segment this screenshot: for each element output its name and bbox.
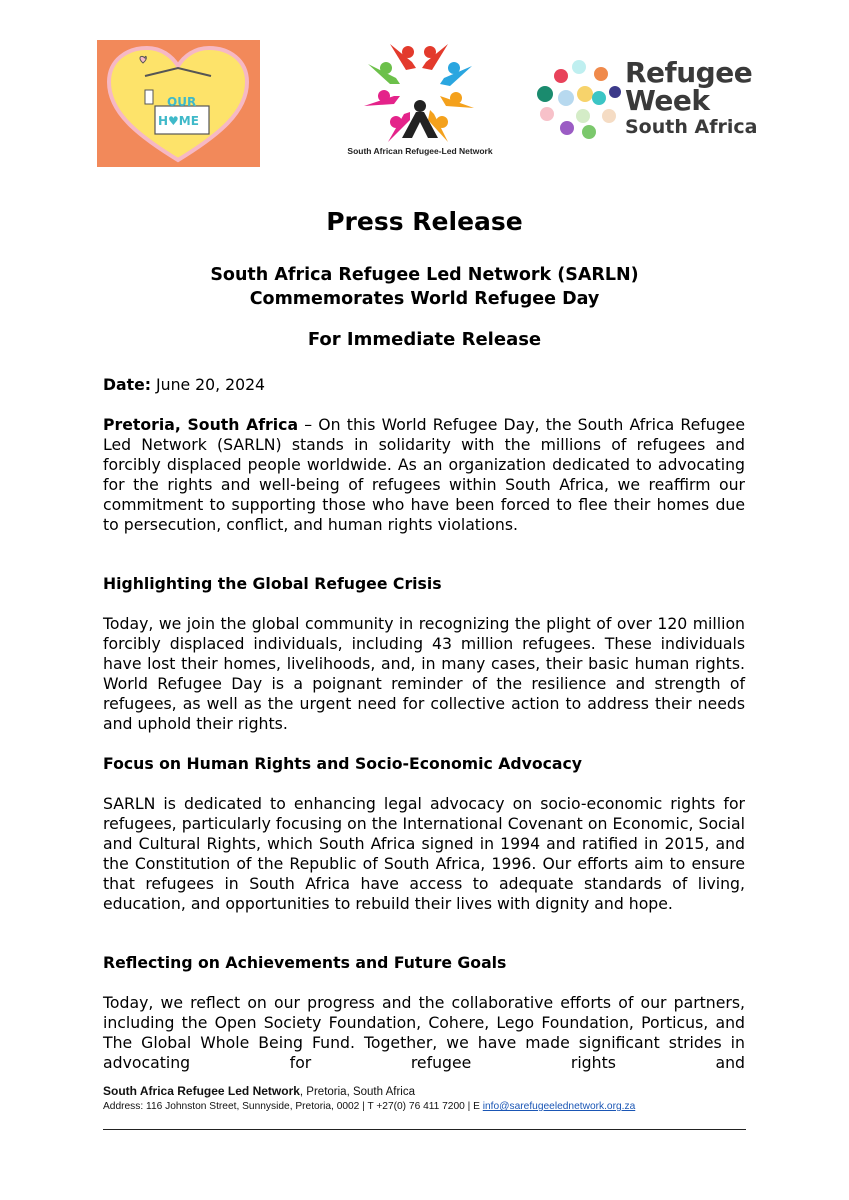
refugee-week-word-week: Week — [625, 84, 710, 117]
section-heading-achievements: Reflecting on Achievements and Future Goals — [103, 953, 507, 972]
intro-paragraph — [103, 415, 745, 535]
section-text-global-crisis: Today, we join the global community in recognizing the plight of over 120 million forcibly displaced individuals, including 43 million refugees. These individuals have lost their homes, livelihoods, and, in many cases, their basic human rights. World Refugee Day is a poignant reminder of the resilience and strength of refugees, as well as the urgent need for collective action to address their needs and uphold their rights. — [103, 614, 745, 733]
date-line — [103, 375, 745, 395]
section-text-human-rights: SARLN is dedicated to enhancing legal advocacy on socio-economic rights for refugees, particularly focusing on the International Covenant on Economic, Social and Cultural Rights, which South Africa signed in 1994 and ratified in 2015, and the Constitution of the Republic of South Africa, 1996. Our efforts aim to ensure that refugees in South Africa have access to adequate standards of living, education, and opportunities to rebuild their lives with dignity and hope. — [103, 794, 745, 913]
section-heading-human-rights: Focus on Human Rights and Socio-Economic Advocacy — [103, 754, 583, 773]
date-value: June 20, 2024 — [151, 375, 266, 394]
sarln-logo-caption: South African Refugee-Led Network — [347, 146, 493, 156]
footer-address: Address: 116 Johnston Street, Sunnyside, Pretoria, 0002 | T +27(0) 76 411 7200 | E — [103, 1101, 483, 1112]
intro-text: – On this World Refugee Day, the South Africa Refugee Led Network (SARLN) stands in solidarity with the millions of refugees and forcibly displaced people worldwide. As an organization dedicated to advocating for the rights and well-being of refugees within South Africa, we reaffirm our commitment to supporting those who have been forced to flee their homes due to persecution, conflict, and human rights violations. — [103, 415, 745, 534]
refugee-week-word-refugee: Refugee — [625, 56, 753, 89]
footer-org-line — [103, 1084, 763, 1100]
footer-divider — [103, 1129, 746, 1130]
footer — [103, 1084, 763, 1114]
footer-org-name: South Africa Refugee Led Network — [103, 1084, 300, 1098]
subtitle — [0, 263, 849, 311]
refugee-week-logo — [533, 56, 783, 140]
colored-dots-icon — [533, 56, 621, 140]
sarln-logo — [330, 40, 510, 162]
footer-address-line — [103, 1100, 763, 1114]
footer-email-link[interactable]: info@sarefugeelednetwork.org.za — [482, 1101, 636, 1112]
subtitle-line-2: Commemorates World Refugee Day — [249, 289, 600, 309]
page-title: Press Release — [326, 207, 523, 236]
svg-text:H♥ME: H♥ME — [158, 114, 199, 128]
footer-org-location: , Pretoria, South Africa — [299, 1086, 415, 1098]
intro-lead: Pretoria, South Africa — [103, 415, 299, 434]
our-home-logo — [97, 40, 260, 167]
section-heading-global-crisis: Highlighting the Global Refugee Crisis — [103, 574, 442, 593]
section-text-achievements: Today, we reflect on our progress and the collaborative efforts of our partners, including the Open Society Foundation, Cohere, Lego Foundation, Porticus, and The Global Whole Being Fund. Together, we have made significant strides in advocating for refugee rights and — [103, 993, 745, 1072]
date-label: Date: — [103, 375, 152, 394]
subtitle-line-1: South Africa Refugee Led Network (SARLN) — [210, 265, 639, 285]
svg-text:OUR: OUR — [167, 95, 197, 109]
people-circle-icon — [330, 40, 510, 144]
heart-house-icon — [97, 40, 260, 167]
release-line: For Immediate Release — [307, 329, 542, 350]
refugee-week-word-south-africa: South Africa — [625, 116, 758, 138]
